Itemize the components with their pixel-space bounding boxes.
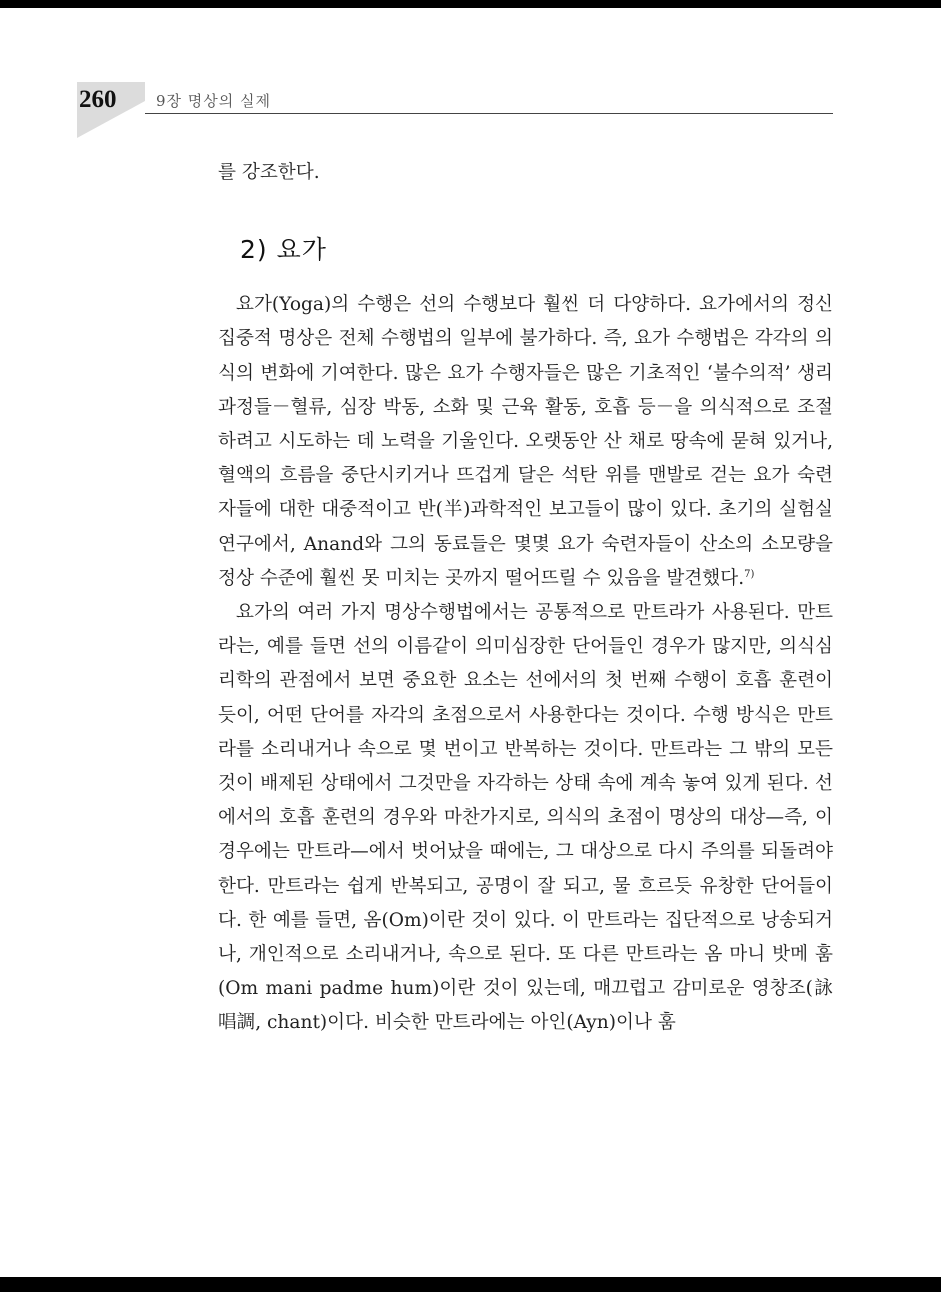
paragraph-yoga-practice bbox=[218, 288, 833, 596]
section-heading: 2) 요가 bbox=[240, 235, 327, 265]
paragraph-mantra: 요가의 여러 가지 명상수행법에서는 공통적으로 만트라가 사용된다. 만트라는, 예를 들면 선의 이름같이 의미심장한 단어들인 경우가 많지만, 의식심리학의 관점에서 보면 중요한 요소는 선에서의 첫 번째 수행이 호흡 훈련이듯이, 어떤 단어를 자각의 초점으로서 사용한다는 것이다. 수행 방식은 만트라를 소리내거나 속으로 몇 번이고 반복하는 것이다. 만트라는 그 밖의 모든 것이 배제된 상태에서 그것만을 자각하는 상태 속에 계속 놓여 있게 된다. 선에서의 호흡 훈련의 경우와 마찬가지로, 의식의 초점이 명상의 대상—즉, 이 경우에는 만트라—에서 벗어났을 때에는, 그 대상으로 다시 주의를 되돌려야 한다. 만트라는 쉽게 반복되고, 공명이 잘 되고, 물 흐르듯 유창한 단어들이다. 한 예를 들면, 옴(Om)이란 것이 있다. 이 만트라는 집단적으로 낭송되거나, 개인적으로 소리내거나, 속으로 된다. 또 다른 만트라는 옴 마니 밧메 훔(Om mani padme hum)이란 것이 있는데, 매끄럽고 감미로운 영창조(詠唱調, chant)이다. 비슷한 만트라에는 아인(Ayn)이나 훔 bbox=[218, 602, 833, 1034]
carryover-text: 를 강조한다. bbox=[218, 162, 320, 183]
header-rule bbox=[145, 113, 833, 114]
page-number: 260 bbox=[79, 86, 117, 113]
running-header-chapter-title: 9장 명상의 실제 bbox=[156, 92, 272, 110]
top-border-bar bbox=[0, 0, 941, 8]
page-body bbox=[218, 156, 833, 1041]
footnote-marker: 7) bbox=[744, 568, 755, 580]
paragraph-yoga-practice-text: 요가(Yoga)의 수행은 선의 수행보다 훨씬 더 다양하다. 요가에서의 정신 집중적 명상은 전체 수행법의 일부에 불가하다. 즉, 요가 수행법은 각각의 의식의 변화에 기여한다. 많은 요가 수행자들은 많은 기초적인 ‘불수의적’ 생리 과정들－혈류, 심장 박동, 소화 및 근육 활동, 호흡 등－을 의식적으로 조절하려고 시도하는 데 노력을 기울인다. 오랫동안 산 채로 땅속에 묻혀 있거나, 혈액의 흐름을 중단시키거나 뜨겁게 달은 석탄 위를 맨발로 걷는 요가 숙련자들에 대한 대중적이고 반(半)과학적인 보고들이 많이 있다. 초기의 실험실 연구에서, Anand와 그의 동료들은 몇몇 요가 숙련자들이 산소의 소모량을 정상 수준에 훨씬 못 미치는 곳까지 떨어뜨릴 수 있음을 발견했다. bbox=[218, 294, 833, 589]
bottom-border-bar bbox=[0, 1277, 941, 1292]
